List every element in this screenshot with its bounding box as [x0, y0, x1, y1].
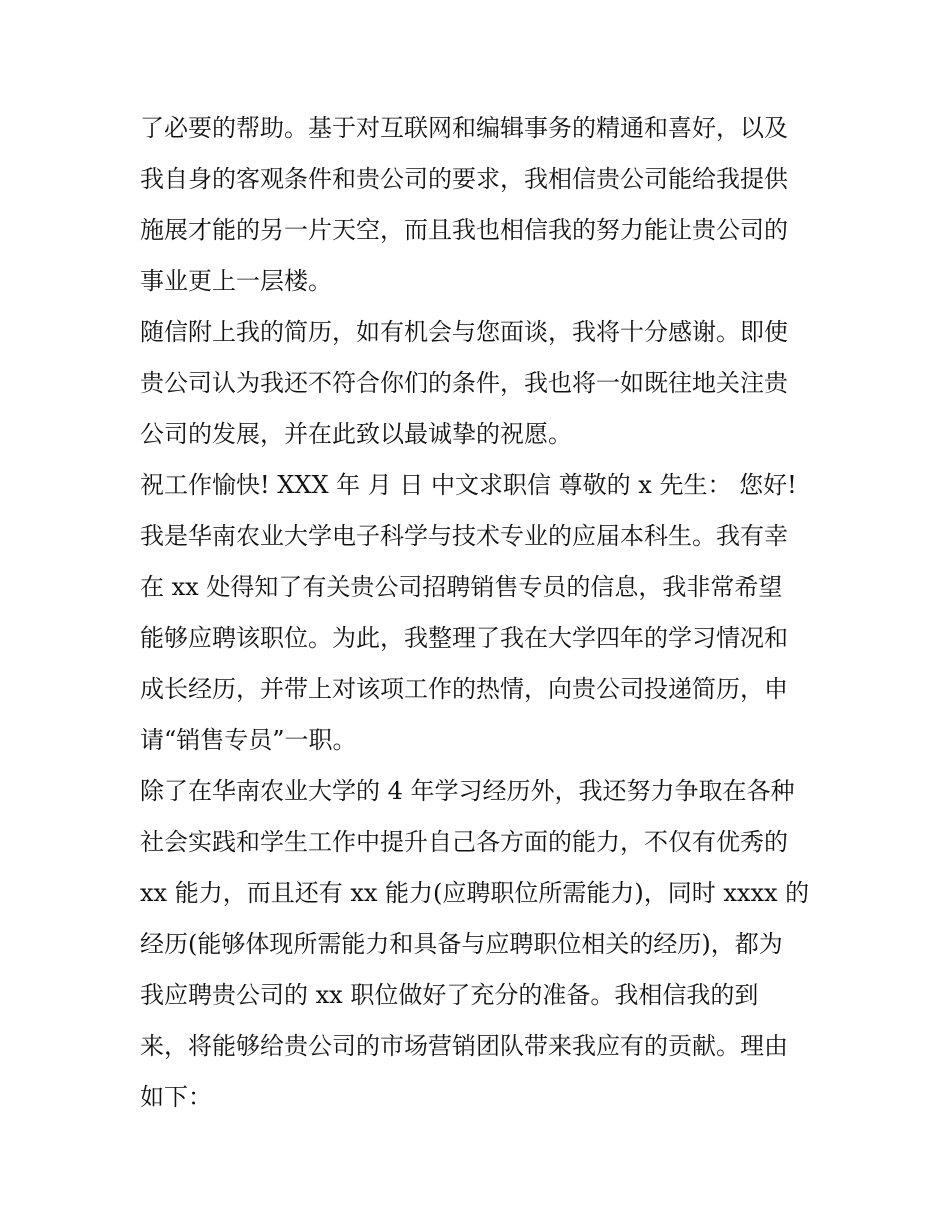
- text-line: 施展才能的另一片天空，而且我也相信我的努力能让贵公司的: [140, 216, 788, 244]
- text-line: 我是华南农业大学电子科学与技术专业的应届本科生。我有幸: [140, 522, 788, 550]
- text-line: 随信附上我的简历，如有机会与您面谈，我将十分感谢。即使: [140, 318, 788, 346]
- text-line: 成长经历，并带上对该项工作的热情，向贵公司投递简历，申: [140, 675, 788, 703]
- text-line: 我应聘贵公司的 xx 职位做好了充分的准备。我相信我的到: [140, 981, 759, 1009]
- text-line: 在 xx 处得知了有关贵公司招聘销售专员的信息，我非常希望: [140, 573, 783, 601]
- text-line: 祝工作愉快! XXX 年 月 日 中文求职信 尊敬的 x 先生： 您好!: [140, 471, 797, 499]
- text-line: 社会实践和学生工作中提升自己各方面的能力，不仅有优秀的: [140, 828, 788, 856]
- text-line: 我自身的客观条件和贵公司的要求，我相信贵公司能给我提供: [140, 165, 788, 193]
- text-line: 请“销售专员”一职。: [140, 726, 357, 754]
- text-line: 经历(能够体现所需能力和具备与应聘职位相关的经历)，都为: [140, 930, 783, 958]
- text-line: 贵公司认为我还不符合你们的条件，我也将一如既往地关注贵: [140, 369, 788, 397]
- text-line: 事业更上一层楼。: [140, 267, 332, 295]
- text-line: 除了在华南农业大学的 4 年学习经历外，我还努力争取在各种: [140, 777, 795, 805]
- text-line: 如下：: [140, 1083, 212, 1111]
- letter-body: [140, 103, 820, 1123]
- text-line: 来，将能够给贵公司的市场营销团队带来我应有的贡献。理由: [140, 1032, 788, 1060]
- text-line: 了必要的帮助。基于对互联网和编辑事务的精通和喜好，以及: [140, 114, 788, 142]
- text-line: 能够应聘该职位。为此，我整理了我在大学四年的学习情况和: [140, 624, 788, 652]
- text-line: xx 能力，而且还有 xx 能力(应聘职位所需能力)，同时 xxxx 的: [140, 879, 810, 907]
- text-line: 公司的发展，并在此致以最诚挚的祝愿。: [140, 420, 572, 448]
